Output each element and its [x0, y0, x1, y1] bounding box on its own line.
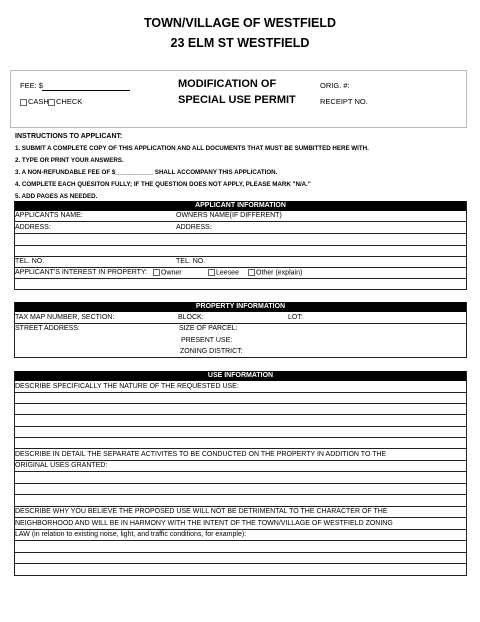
fee-label: FEE: $: [20, 81, 43, 90]
owner-checkbox[interactable]: [153, 269, 160, 276]
leesee-checkbox[interactable]: [208, 269, 215, 276]
row-line: [14, 267, 467, 268]
owner-address-field[interactable]: ADDRESS:: [176, 224, 212, 231]
tax-map-field[interactable]: TAX MAP NUMBER, SECTION:: [15, 314, 115, 321]
check-checkbox[interactable]: [48, 99, 55, 106]
use-question-1: DESCRIBE SPECIFICALLY THE NATURE OF THE REQUESTED USE:: [15, 383, 239, 390]
row-line: [14, 437, 467, 438]
zoning-district-field[interactable]: ZONING DISTRICT:: [180, 348, 243, 355]
row-line: [14, 233, 467, 234]
use-right-border: [466, 371, 467, 576]
use-section-header: USE INFORMATION: [14, 371, 467, 381]
parcel-size-field[interactable]: SIZE OF PARCEL:: [179, 325, 238, 332]
instruction-4: 4. COMPLETE EACH QUESITON FULLY; IF THE QUESTION DOES NOT APPLY, PLEASE MARK "N/A.": [15, 181, 311, 188]
other-checkbox[interactable]: [248, 269, 255, 276]
check-label: CHECK: [56, 97, 83, 106]
row-line: [14, 403, 467, 404]
property-right-border: [466, 302, 467, 358]
row-line: [14, 529, 467, 530]
row-line: [14, 552, 467, 553]
cash-label: CASH: [28, 97, 49, 106]
instructions-heading: INSTRUCTIONS TO APPLICANT:: [15, 133, 123, 140]
row-line: [14, 256, 467, 257]
use-left-border: [14, 371, 15, 576]
owner-tel-field[interactable]: TEL. NO.: [176, 258, 206, 265]
instruction-2: 2. TYPE OR PRINT YOUR ANSWERS.: [15, 157, 124, 164]
use-question-3-line1: DESCRIBE WHY YOU BELIEVE THE PROPOSED USE WILL NOT BE DETRIMENTAL TO THE CHARACTER OF THE: [15, 508, 388, 515]
block-field[interactable]: BLOCK:: [178, 314, 204, 321]
instruction-1: 1. SUBMIT A COMPLETE COPY OF THIS APPLICATION AND ALL DOCUMENTS THAT MUST BE SUMBITTED HERE WITH.: [15, 145, 369, 152]
leesee-option-label: Leesee: [216, 269, 239, 277]
row-line: [14, 483, 467, 484]
receipt-label: RECEIPT NO.: [320, 97, 368, 106]
cash-option[interactable]: [20, 97, 49, 106]
row-line: [14, 506, 467, 507]
check-option[interactable]: [48, 97, 82, 106]
row-line: [14, 414, 467, 415]
applicant-name-field[interactable]: APPLICANTS NAME:: [15, 212, 83, 219]
present-use-field[interactable]: PRESENT USE:: [181, 337, 233, 344]
fee-field[interactable]: [42, 90, 130, 91]
row-line: [14, 540, 467, 541]
owner-option-label: Owner: [161, 269, 182, 277]
property-section-header: PROPERTY INFORMATION: [14, 302, 467, 312]
address-title: 23 ELM ST WESTFIELD: [170, 36, 310, 50]
row-line: [14, 426, 467, 427]
row-line: [14, 323, 467, 324]
cash-checkbox[interactable]: [20, 99, 27, 106]
row-line: [14, 289, 467, 290]
applicant-tel-field[interactable]: TEL. NO.: [15, 258, 45, 265]
instruction-5: 5. ADD PAGES AS NEEDED.: [15, 193, 98, 200]
row-line: [14, 357, 467, 358]
interest-label: APPLICANT'S INTEREST IN PROPERTY:: [15, 269, 148, 276]
interest-leesee-option[interactable]: [208, 269, 239, 277]
row-line: [14, 494, 467, 495]
form-title-line1: MODIFICATION OF: [178, 78, 277, 90]
applicant-address-field[interactable]: ADDRESS:: [15, 224, 51, 231]
use-question-3-line2: NEIGHBORHOOD AND WILL BE IN HARMONY WITH THE INTENT OF THE TOWN/VILLAGE OF WESTFIELD ZONING: [15, 520, 393, 527]
row-line: [14, 563, 467, 564]
lot-field[interactable]: LOT:: [288, 314, 303, 321]
row-line: [14, 392, 467, 393]
row-line: [14, 460, 467, 461]
town-title: TOWN/VILLAGE OF WESTFIELD: [143, 16, 337, 30]
row-line: [14, 448, 467, 449]
row-line: [14, 245, 467, 246]
use-question-3-line3: LAW (in relation to existing noise, light, and traffic conditions, for example):: [15, 531, 247, 538]
use-question-2-line1: DESCRIBE IN DETAIL THE SEPARATE ACTIVITES TO BE CONDUCTED ON THE PROPERTY IN ADDITION TO THE: [15, 451, 387, 458]
row-line: [14, 517, 467, 518]
applicant-section-header: APPLICANT INFORMATION: [14, 201, 467, 211]
row-line: [14, 221, 467, 222]
other-option-label: Other (explain): [256, 269, 303, 277]
use-question-2-line2: ORIGINAL USES GRANTED:: [15, 462, 108, 469]
orig-label: ORIG. #:: [320, 81, 350, 90]
interest-owner-option[interactable]: [153, 269, 182, 277]
row-line: [14, 471, 467, 472]
owner-name-field[interactable]: OWNERS NAME(IF DIFFERENT): [176, 212, 282, 219]
street-address-field[interactable]: STREET ADDRESS:: [15, 325, 80, 332]
row-line: [14, 278, 467, 279]
form-title-line2: SPECIAL USE PERMIT: [178, 94, 296, 106]
row-line: [14, 575, 467, 576]
interest-other-option[interactable]: [248, 269, 302, 277]
instruction-3: 3. A NON-REFUNDABLE FEE OF $___________ SHALL ACCOMPANY THIS APPLICATION.: [15, 169, 278, 176]
